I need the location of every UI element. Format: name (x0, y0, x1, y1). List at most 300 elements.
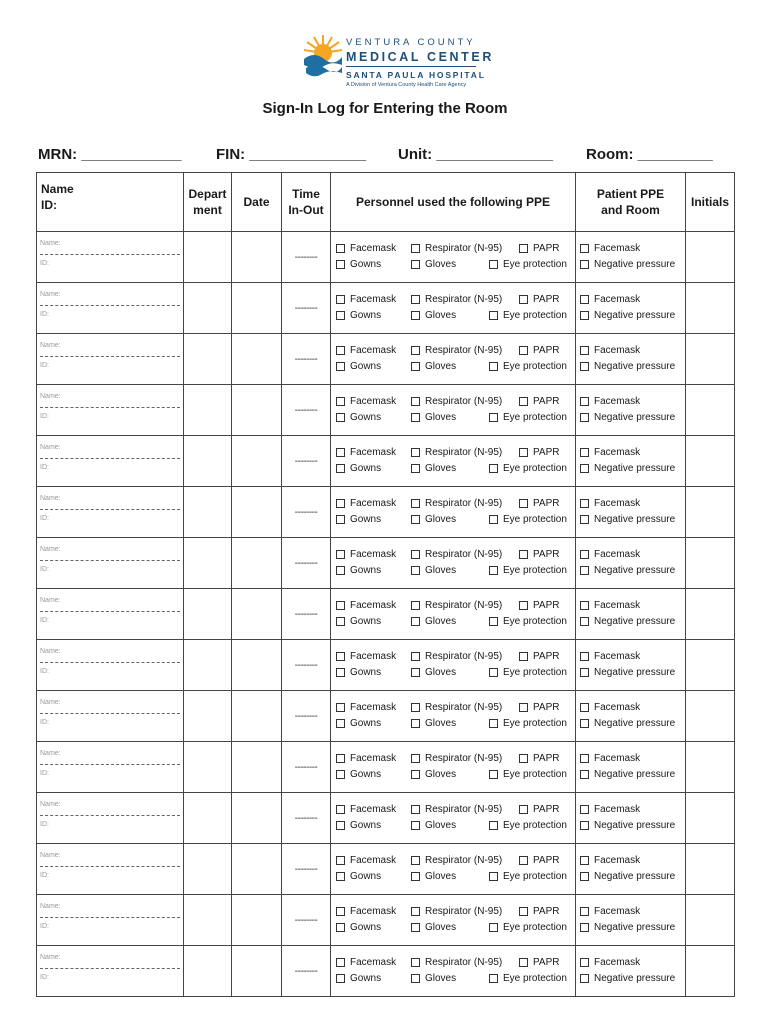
department-cell[interactable] (184, 283, 232, 334)
patient-facemask-checkbox[interactable] (580, 804, 640, 815)
checkbox-icon[interactable] (580, 566, 589, 575)
time-cell[interactable]: -------- (282, 742, 331, 793)
checkbox-icon[interactable] (336, 907, 345, 916)
papr-checkbox[interactable] (519, 345, 560, 356)
papr-checkbox[interactable] (519, 855, 560, 866)
checkbox-icon[interactable] (336, 413, 345, 422)
name-id-cell[interactable] (37, 385, 184, 436)
gloves-checkbox[interactable] (411, 667, 456, 678)
eye-protection-checkbox[interactable] (489, 361, 567, 372)
date-cell[interactable] (232, 895, 282, 946)
checkbox-icon[interactable] (580, 499, 589, 508)
respirator-checkbox[interactable] (411, 855, 502, 866)
papr-checkbox[interactable] (519, 294, 560, 305)
time-cell[interactable]: -------- (282, 487, 331, 538)
checkbox-icon[interactable] (411, 464, 420, 473)
gowns-checkbox[interactable] (336, 259, 381, 270)
checkbox-icon[interactable] (519, 295, 528, 304)
checkbox-icon[interactable] (336, 550, 345, 559)
checkbox-icon[interactable] (519, 550, 528, 559)
checkbox-icon[interactable] (336, 260, 345, 269)
checkbox-icon[interactable] (580, 448, 589, 457)
checkbox-icon[interactable] (580, 805, 589, 814)
patient-facemask-checkbox[interactable] (580, 345, 640, 356)
facemask-checkbox[interactable] (336, 753, 396, 764)
checkbox-icon[interactable] (489, 260, 498, 269)
facemask-checkbox[interactable] (336, 294, 396, 305)
checkbox-icon[interactable] (411, 668, 420, 677)
date-cell[interactable] (232, 334, 282, 385)
checkbox-icon[interactable] (336, 754, 345, 763)
papr-checkbox[interactable] (519, 600, 560, 611)
negative-pressure-checkbox[interactable] (580, 412, 675, 423)
checkbox-icon[interactable] (489, 617, 498, 626)
time-cell[interactable]: -------- (282, 334, 331, 385)
room-field[interactable]: Room: _________ (586, 146, 713, 163)
gloves-checkbox[interactable] (411, 718, 456, 729)
checkbox-icon[interactable] (489, 974, 498, 983)
fin-field[interactable]: FIN: ______________ (216, 146, 367, 163)
time-cell[interactable]: -------- (282, 793, 331, 844)
negative-pressure-checkbox[interactable] (580, 718, 675, 729)
initials-cell[interactable] (686, 640, 735, 691)
patient-facemask-checkbox[interactable] (580, 498, 640, 509)
name-id-cell[interactable] (37, 487, 184, 538)
department-cell[interactable] (184, 844, 232, 895)
department-cell[interactable] (184, 487, 232, 538)
checkbox-icon[interactable] (580, 601, 589, 610)
gowns-checkbox[interactable] (336, 922, 381, 933)
initials-cell[interactable] (686, 283, 735, 334)
patient-facemask-checkbox[interactable] (580, 294, 640, 305)
checkbox-icon[interactable] (489, 515, 498, 524)
papr-checkbox[interactable] (519, 447, 560, 458)
checkbox-icon[interactable] (519, 397, 528, 406)
department-cell[interactable] (184, 538, 232, 589)
patient-facemask-checkbox[interactable] (580, 243, 640, 254)
checkbox-icon[interactable] (519, 703, 528, 712)
checkbox-icon[interactable] (336, 958, 345, 967)
initials-cell[interactable] (686, 487, 735, 538)
checkbox-icon[interactable] (411, 550, 420, 559)
papr-checkbox[interactable] (519, 396, 560, 407)
time-cell[interactable]: -------- (282, 283, 331, 334)
gloves-checkbox[interactable] (411, 310, 456, 321)
checkbox-icon[interactable] (580, 821, 589, 830)
checkbox-icon[interactable] (336, 311, 345, 320)
negative-pressure-checkbox[interactable] (580, 565, 675, 576)
checkbox-icon[interactable] (580, 362, 589, 371)
department-cell[interactable] (184, 436, 232, 487)
patient-facemask-checkbox[interactable] (580, 447, 640, 458)
name-id-cell[interactable] (37, 946, 184, 997)
name-id-cell[interactable] (37, 691, 184, 742)
checkbox-icon[interactable] (580, 668, 589, 677)
department-cell[interactable] (184, 640, 232, 691)
checkbox-icon[interactable] (580, 260, 589, 269)
eye-protection-checkbox[interactable] (489, 616, 567, 627)
checkbox-icon[interactable] (336, 652, 345, 661)
papr-checkbox[interactable] (519, 957, 560, 968)
patient-facemask-checkbox[interactable] (580, 957, 640, 968)
initials-cell[interactable] (686, 742, 735, 793)
checkbox-icon[interactable] (580, 244, 589, 253)
gowns-checkbox[interactable] (336, 667, 381, 678)
checkbox-icon[interactable] (336, 821, 345, 830)
checkbox-icon[interactable] (411, 974, 420, 983)
gowns-checkbox[interactable] (336, 769, 381, 780)
checkbox-icon[interactable] (336, 719, 345, 728)
date-cell[interactable] (232, 742, 282, 793)
negative-pressure-checkbox[interactable] (580, 769, 675, 780)
checkbox-icon[interactable] (519, 499, 528, 508)
facemask-checkbox[interactable] (336, 345, 396, 356)
patient-facemask-checkbox[interactable] (580, 651, 640, 662)
negative-pressure-checkbox[interactable] (580, 463, 675, 474)
name-id-cell[interactable] (37, 742, 184, 793)
checkbox-icon[interactable] (580, 311, 589, 320)
gloves-checkbox[interactable] (411, 361, 456, 372)
patient-facemask-checkbox[interactable] (580, 855, 640, 866)
date-cell[interactable] (232, 589, 282, 640)
facemask-checkbox[interactable] (336, 804, 396, 815)
department-cell[interactable] (184, 232, 232, 283)
initials-cell[interactable] (686, 691, 735, 742)
initials-cell[interactable] (686, 538, 735, 589)
eye-protection-checkbox[interactable] (489, 259, 567, 270)
checkbox-icon[interactable] (336, 974, 345, 983)
gloves-checkbox[interactable] (411, 412, 456, 423)
checkbox-icon[interactable] (336, 856, 345, 865)
gloves-checkbox[interactable] (411, 820, 456, 831)
checkbox-icon[interactable] (580, 617, 589, 626)
checkbox-icon[interactable] (336, 770, 345, 779)
gowns-checkbox[interactable] (336, 820, 381, 831)
respirator-checkbox[interactable] (411, 396, 502, 407)
checkbox-icon[interactable] (411, 719, 420, 728)
checkbox-icon[interactable] (580, 652, 589, 661)
checkbox-icon[interactable] (580, 464, 589, 473)
gloves-checkbox[interactable] (411, 514, 456, 525)
respirator-checkbox[interactable] (411, 957, 502, 968)
checkbox-icon[interactable] (411, 770, 420, 779)
checkbox-icon[interactable] (411, 652, 420, 661)
name-id-cell[interactable] (37, 334, 184, 385)
checkbox-icon[interactable] (489, 311, 498, 320)
respirator-checkbox[interactable] (411, 600, 502, 611)
department-cell[interactable] (184, 895, 232, 946)
checkbox-icon[interactable] (411, 413, 420, 422)
date-cell[interactable] (232, 640, 282, 691)
facemask-checkbox[interactable] (336, 651, 396, 662)
department-cell[interactable] (184, 385, 232, 436)
checkbox-icon[interactable] (580, 856, 589, 865)
time-cell[interactable]: -------- (282, 385, 331, 436)
checkbox-icon[interactable] (580, 719, 589, 728)
date-cell[interactable] (232, 487, 282, 538)
name-id-cell[interactable] (37, 232, 184, 283)
eye-protection-checkbox[interactable] (489, 310, 567, 321)
checkbox-icon[interactable] (580, 923, 589, 932)
facemask-checkbox[interactable] (336, 906, 396, 917)
respirator-checkbox[interactable] (411, 651, 502, 662)
facemask-checkbox[interactable] (336, 447, 396, 458)
checkbox-icon[interactable] (519, 346, 528, 355)
initials-cell[interactable] (686, 436, 735, 487)
gowns-checkbox[interactable] (336, 361, 381, 372)
checkbox-icon[interactable] (336, 923, 345, 932)
time-cell[interactable]: -------- (282, 232, 331, 283)
checkbox-icon[interactable] (411, 260, 420, 269)
facemask-checkbox[interactable] (336, 855, 396, 866)
checkbox-icon[interactable] (580, 974, 589, 983)
department-cell[interactable] (184, 691, 232, 742)
respirator-checkbox[interactable] (411, 702, 502, 713)
date-cell[interactable] (232, 538, 282, 589)
gloves-checkbox[interactable] (411, 973, 456, 984)
mrn-field[interactable]: MRN: ____________ (38, 146, 182, 163)
date-cell[interactable] (232, 436, 282, 487)
checkbox-icon[interactable] (489, 464, 498, 473)
time-cell[interactable]: -------- (282, 640, 331, 691)
papr-checkbox[interactable] (519, 906, 560, 917)
checkbox-icon[interactable] (489, 872, 498, 881)
initials-cell[interactable] (686, 793, 735, 844)
gloves-checkbox[interactable] (411, 922, 456, 933)
checkbox-icon[interactable] (489, 923, 498, 932)
respirator-checkbox[interactable] (411, 906, 502, 917)
checkbox-icon[interactable] (411, 907, 420, 916)
checkbox-icon[interactable] (411, 346, 420, 355)
initials-cell[interactable] (686, 334, 735, 385)
checkbox-icon[interactable] (336, 499, 345, 508)
name-id-cell[interactable] (37, 844, 184, 895)
checkbox-icon[interactable] (336, 566, 345, 575)
time-cell[interactable]: -------- (282, 691, 331, 742)
facemask-checkbox[interactable] (336, 243, 396, 254)
gowns-checkbox[interactable] (336, 463, 381, 474)
checkbox-icon[interactable] (519, 652, 528, 661)
respirator-checkbox[interactable] (411, 549, 502, 560)
checkbox-icon[interactable] (519, 448, 528, 457)
negative-pressure-checkbox[interactable] (580, 616, 675, 627)
checkbox-icon[interactable] (519, 754, 528, 763)
gloves-checkbox[interactable] (411, 259, 456, 270)
checkbox-icon[interactable] (336, 703, 345, 712)
gloves-checkbox[interactable] (411, 565, 456, 576)
checkbox-icon[interactable] (580, 907, 589, 916)
department-cell[interactable] (184, 742, 232, 793)
patient-facemask-checkbox[interactable] (580, 600, 640, 611)
patient-facemask-checkbox[interactable] (580, 702, 640, 713)
time-cell[interactable]: -------- (282, 895, 331, 946)
papr-checkbox[interactable] (519, 753, 560, 764)
date-cell[interactable] (232, 793, 282, 844)
eye-protection-checkbox[interactable] (489, 514, 567, 525)
respirator-checkbox[interactable] (411, 447, 502, 458)
respirator-checkbox[interactable] (411, 753, 502, 764)
gowns-checkbox[interactable] (336, 871, 381, 882)
checkbox-icon[interactable] (411, 923, 420, 932)
eye-protection-checkbox[interactable] (489, 565, 567, 576)
negative-pressure-checkbox[interactable] (580, 361, 675, 372)
papr-checkbox[interactable] (519, 702, 560, 713)
checkbox-icon[interactable] (519, 601, 528, 610)
checkbox-icon[interactable] (489, 770, 498, 779)
respirator-checkbox[interactable] (411, 294, 502, 305)
eye-protection-checkbox[interactable] (489, 922, 567, 933)
respirator-checkbox[interactable] (411, 243, 502, 254)
checkbox-icon[interactable] (519, 805, 528, 814)
checkbox-icon[interactable] (336, 617, 345, 626)
respirator-checkbox[interactable] (411, 345, 502, 356)
eye-protection-checkbox[interactable] (489, 871, 567, 882)
department-cell[interactable] (184, 946, 232, 997)
checkbox-icon[interactable] (336, 805, 345, 814)
checkbox-icon[interactable] (489, 413, 498, 422)
checkbox-icon[interactable] (580, 346, 589, 355)
checkbox-icon[interactable] (411, 958, 420, 967)
gowns-checkbox[interactable] (336, 565, 381, 576)
name-id-cell[interactable] (37, 589, 184, 640)
checkbox-icon[interactable] (411, 448, 420, 457)
eye-protection-checkbox[interactable] (489, 412, 567, 423)
gowns-checkbox[interactable] (336, 412, 381, 423)
checkbox-icon[interactable] (489, 362, 498, 371)
checkbox-icon[interactable] (411, 805, 420, 814)
initials-cell[interactable] (686, 589, 735, 640)
checkbox-icon[interactable] (411, 515, 420, 524)
gowns-checkbox[interactable] (336, 514, 381, 525)
eye-protection-checkbox[interactable] (489, 973, 567, 984)
time-cell[interactable]: -------- (282, 844, 331, 895)
checkbox-icon[interactable] (411, 754, 420, 763)
patient-facemask-checkbox[interactable] (580, 396, 640, 407)
facemask-checkbox[interactable] (336, 549, 396, 560)
date-cell[interactable] (232, 283, 282, 334)
checkbox-icon[interactable] (519, 907, 528, 916)
gowns-checkbox[interactable] (336, 616, 381, 627)
name-id-cell[interactable] (37, 538, 184, 589)
checkbox-icon[interactable] (336, 448, 345, 457)
checkbox-icon[interactable] (411, 601, 420, 610)
checkbox-icon[interactable] (580, 770, 589, 779)
time-cell[interactable]: -------- (282, 589, 331, 640)
date-cell[interactable] (232, 844, 282, 895)
checkbox-icon[interactable] (580, 703, 589, 712)
negative-pressure-checkbox[interactable] (580, 514, 675, 525)
patient-facemask-checkbox[interactable] (580, 906, 640, 917)
checkbox-icon[interactable] (336, 244, 345, 253)
checkbox-icon[interactable] (336, 362, 345, 371)
eye-protection-checkbox[interactable] (489, 718, 567, 729)
checkbox-icon[interactable] (580, 754, 589, 763)
name-id-cell[interactable] (37, 283, 184, 334)
checkbox-icon[interactable] (519, 856, 528, 865)
date-cell[interactable] (232, 946, 282, 997)
checkbox-icon[interactable] (580, 413, 589, 422)
initials-cell[interactable] (686, 385, 735, 436)
gowns-checkbox[interactable] (336, 973, 381, 984)
name-id-cell[interactable] (37, 793, 184, 844)
facemask-checkbox[interactable] (336, 396, 396, 407)
checkbox-icon[interactable] (411, 821, 420, 830)
date-cell[interactable] (232, 691, 282, 742)
name-id-cell[interactable] (37, 895, 184, 946)
facemask-checkbox[interactable] (336, 498, 396, 509)
negative-pressure-checkbox[interactable] (580, 973, 675, 984)
gloves-checkbox[interactable] (411, 463, 456, 474)
checkbox-icon[interactable] (411, 311, 420, 320)
gowns-checkbox[interactable] (336, 310, 381, 321)
checkbox-icon[interactable] (411, 295, 420, 304)
checkbox-icon[interactable] (489, 821, 498, 830)
checkbox-icon[interactable] (336, 397, 345, 406)
negative-pressure-checkbox[interactable] (580, 871, 675, 882)
department-cell[interactable] (184, 589, 232, 640)
negative-pressure-checkbox[interactable] (580, 922, 675, 933)
respirator-checkbox[interactable] (411, 498, 502, 509)
eye-protection-checkbox[interactable] (489, 667, 567, 678)
department-cell[interactable] (184, 334, 232, 385)
facemask-checkbox[interactable] (336, 702, 396, 713)
checkbox-icon[interactable] (580, 958, 589, 967)
checkbox-icon[interactable] (336, 515, 345, 524)
checkbox-icon[interactable] (411, 856, 420, 865)
negative-pressure-checkbox[interactable] (580, 310, 675, 321)
checkbox-icon[interactable] (411, 499, 420, 508)
checkbox-icon[interactable] (580, 397, 589, 406)
checkbox-icon[interactable] (580, 515, 589, 524)
checkbox-icon[interactable] (411, 703, 420, 712)
checkbox-icon[interactable] (411, 617, 420, 626)
initials-cell[interactable] (686, 895, 735, 946)
checkbox-icon[interactable] (336, 668, 345, 677)
gloves-checkbox[interactable] (411, 871, 456, 882)
checkbox-icon[interactable] (489, 566, 498, 575)
gloves-checkbox[interactable] (411, 616, 456, 627)
date-cell[interactable] (232, 232, 282, 283)
checkbox-icon[interactable] (580, 295, 589, 304)
papr-checkbox[interactable] (519, 651, 560, 662)
checkbox-icon[interactable] (519, 958, 528, 967)
name-id-cell[interactable] (37, 640, 184, 691)
eye-protection-checkbox[interactable] (489, 820, 567, 831)
checkbox-icon[interactable] (336, 464, 345, 473)
checkbox-icon[interactable] (411, 872, 420, 881)
respirator-checkbox[interactable] (411, 804, 502, 815)
initials-cell[interactable] (686, 844, 735, 895)
papr-checkbox[interactable] (519, 498, 560, 509)
checkbox-icon[interactable] (411, 397, 420, 406)
patient-facemask-checkbox[interactable] (580, 753, 640, 764)
eye-protection-checkbox[interactable] (489, 769, 567, 780)
checkbox-icon[interactable] (336, 872, 345, 881)
checkbox-icon[interactable] (411, 566, 420, 575)
initials-cell[interactable] (686, 232, 735, 283)
time-cell[interactable]: -------- (282, 946, 331, 997)
name-id-cell[interactable] (37, 436, 184, 487)
checkbox-icon[interactable] (411, 362, 420, 371)
facemask-checkbox[interactable] (336, 600, 396, 611)
time-cell[interactable]: -------- (282, 538, 331, 589)
papr-checkbox[interactable] (519, 243, 560, 254)
initials-cell[interactable] (686, 946, 735, 997)
department-cell[interactable] (184, 793, 232, 844)
checkbox-icon[interactable] (336, 295, 345, 304)
checkbox-icon[interactable] (580, 550, 589, 559)
date-cell[interactable] (232, 385, 282, 436)
